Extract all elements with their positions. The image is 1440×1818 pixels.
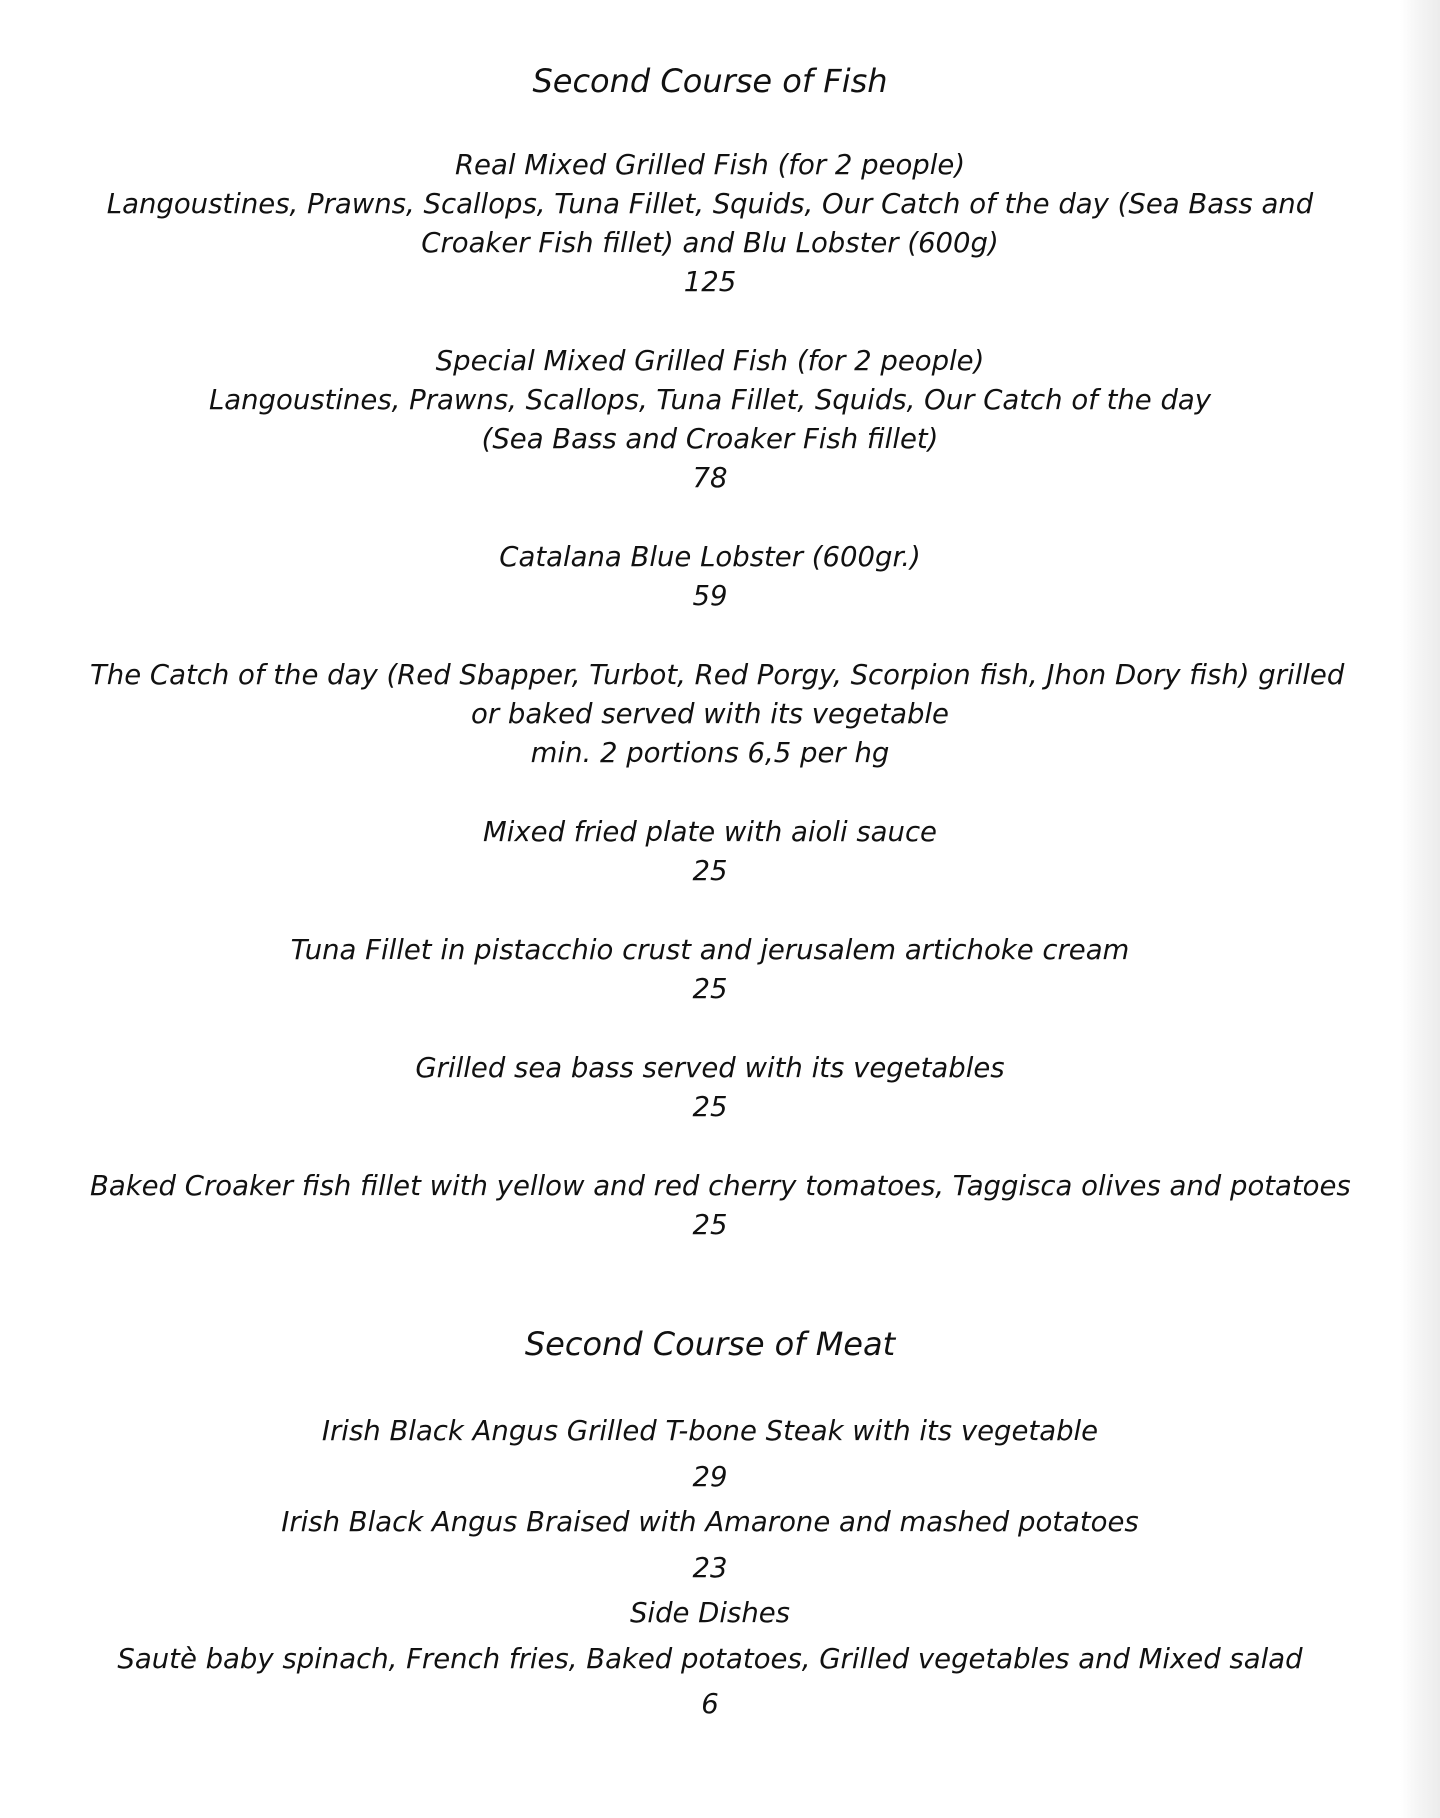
fish-section-title: Second Course of Fish <box>532 62 888 100</box>
item-name: Special Mixed Grilled Fish (for 2 people) <box>435 345 985 377</box>
item-price: min. 2 portions 6,5 per hg <box>530 737 890 769</box>
item-price: 23 <box>692 1551 728 1584</box>
menu-item-baked-croaker-fillet <box>90 1167 1351 1245</box>
menu-item-catalana-blue-lobster <box>90 538 1330 616</box>
item-price: 78 <box>692 462 728 494</box>
item-name: Irish Black Angus Grilled T-bone Steak with its vegetable <box>321 1415 1099 1447</box>
item-description: Langoustines, Prawns, Scallops, Tuna Fillet, Squids, Our Catch of the day <box>208 384 1212 416</box>
item-description: Langoustines, Prawns, Scallops, Tuna Fillet, Squids, Our Catch of the day (Sea Bass and <box>106 188 1314 220</box>
item-name: Tuna Fillet in pistacchio crust and jerusalem artichoke cream <box>290 934 1130 966</box>
item-price: 25 <box>692 1091 728 1123</box>
item-name: Baked Croaker fish fillet with yellow and red cherry tomatoes, Taggisca olives and potatoes <box>90 1170 1351 1202</box>
item-price: 59 <box>692 580 728 612</box>
side-dishes-list: Sautè baby spinach, French fries, Baked potatoes, Grilled vegetables and Mixed salad <box>117 1642 1303 1675</box>
meat-section-title: Second Course of Meat <box>524 1325 896 1363</box>
menu-item-real-mixed-grilled-fish <box>90 146 1330 302</box>
item-name: Catalana Blue Lobster (600gr.) <box>499 541 921 573</box>
item-price: 25 <box>692 973 728 1005</box>
menu-content <box>90 60 1351 1728</box>
item-name: The Catch of the day (Red Sbapper, Turbot, Red Porgy, Scorpion fish, Jhon Dory fish) grilled <box>90 659 1345 691</box>
item-price: 29 <box>692 1460 728 1493</box>
item-description: (Sea Bass and Croaker Fish fillet) <box>481 423 939 455</box>
side-dishes-heading: Side Dishes <box>629 1597 791 1629</box>
menu-item-special-mixed-grilled-fish <box>90 342 1330 498</box>
menu-item-mixed-fried-plate <box>90 813 1330 891</box>
item-name: Irish Black Angus Braised with Amarone and mashed potatoes <box>281 1506 1139 1538</box>
item-price: 6 <box>701 1688 719 1720</box>
menu-item-grilled-sea-bass <box>90 1049 1330 1127</box>
item-name: Mixed fried plate with aioli sauce <box>483 816 937 848</box>
page-edge-shadow <box>1400 0 1440 1818</box>
menu-item-catch-of-the-day <box>90 656 1345 773</box>
item-name: Grilled sea bass served with its vegetables <box>415 1052 1005 1084</box>
item-price: 25 <box>692 1209 728 1241</box>
menu-item-tuna-fillet <box>90 931 1330 1009</box>
item-price: 125 <box>683 266 737 298</box>
item-description: Croaker Fish fillet) and Blu Lobster (600g) <box>421 227 999 259</box>
item-price: 25 <box>692 855 728 887</box>
item-name: Real Mixed Grilled Fish (for 2 people) <box>454 149 966 181</box>
item-description: or baked served with its vegetable <box>471 698 949 730</box>
meat-section-list <box>90 1409 1330 1728</box>
